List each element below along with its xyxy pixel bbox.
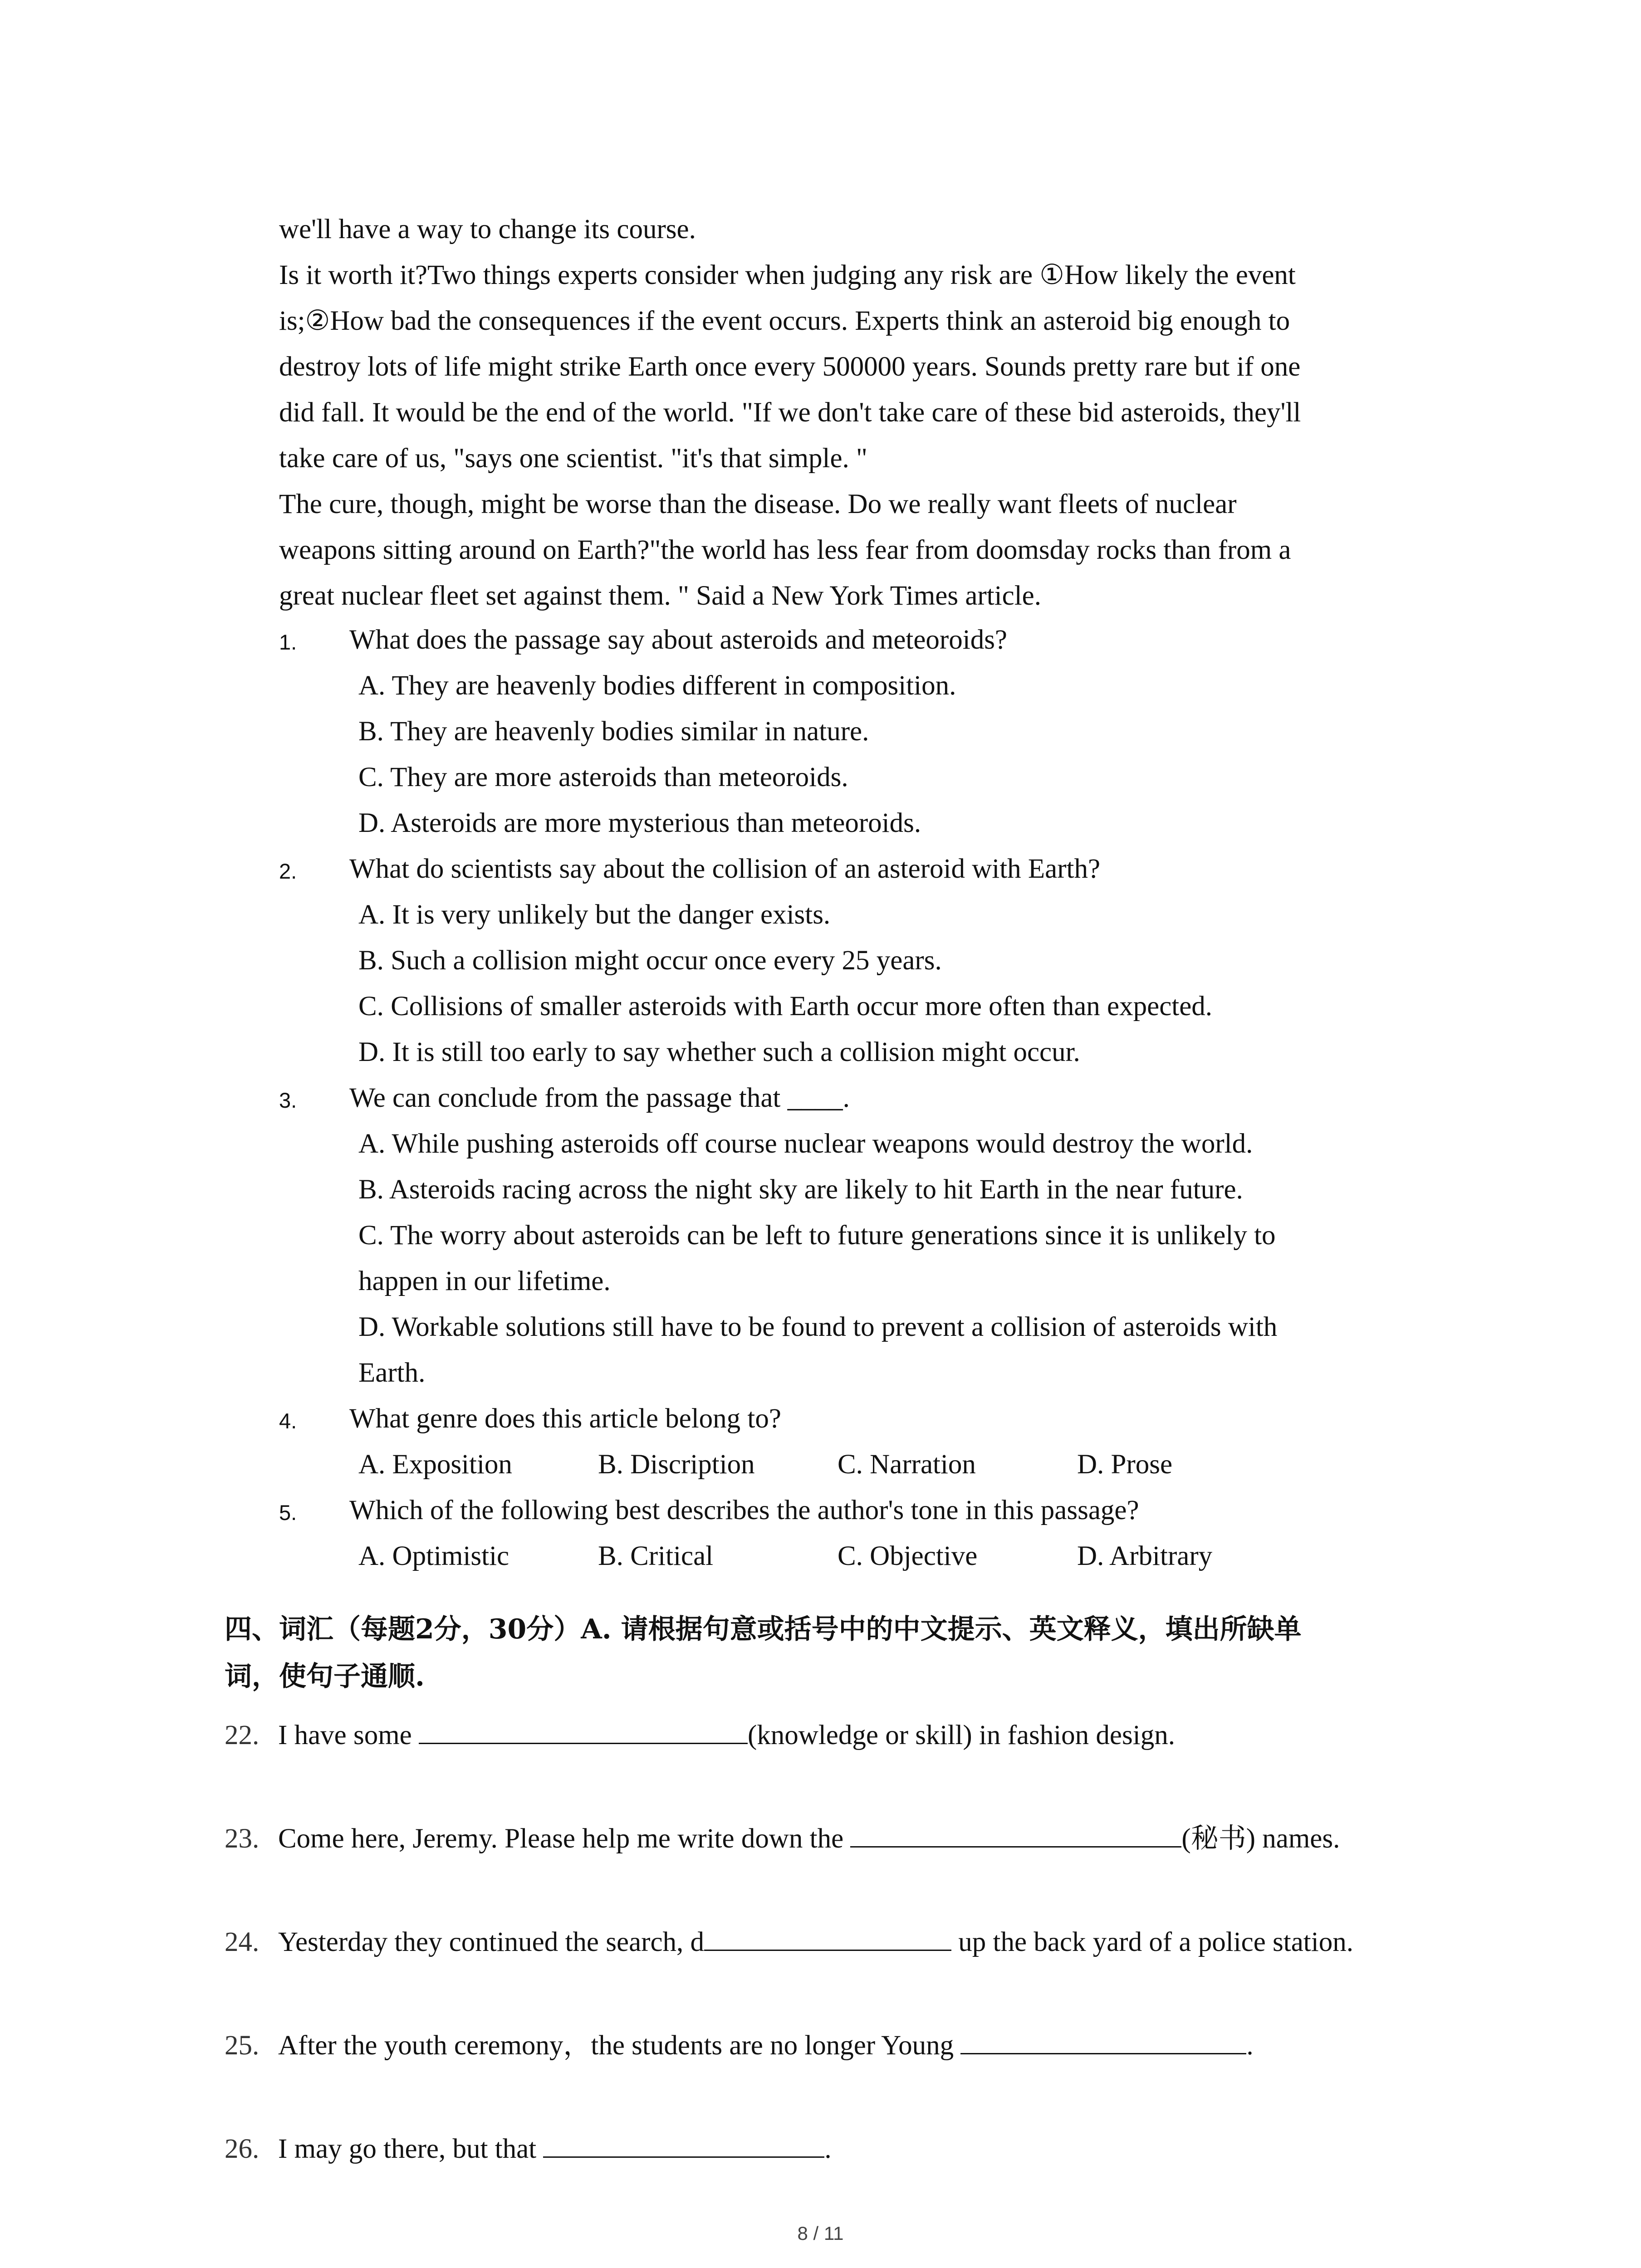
passage-line: destroy lots of life might strike Earth once every 500000 years. Sounds pretty rare but if one — [279, 352, 1301, 382]
fill-item-text-after: up the back yard of a police station. — [951, 1927, 1353, 1957]
question-1-option-c[interactable]: C. They are more asteroids than meteoroids. — [358, 762, 848, 792]
fill-item-text-before: Yesterday they continued the search, d — [278, 1927, 705, 1957]
question-1-number: 1. — [279, 630, 297, 654]
passage-line: did fall. It would be the end of the world. "If we don't take care of these bid asteroids, they'll — [279, 397, 1301, 428]
question-3-option-c-continued: happen in our lifetime. — [358, 1266, 611, 1296]
question-1-option-b[interactable]: B. They are heavenly bodies similar in nature. — [358, 716, 869, 747]
question-5-option-c[interactable]: C. Objective — [838, 1541, 978, 1571]
question-2-option-d[interactable]: D. It is still too early to say whether such a collision might occur. — [358, 1037, 1080, 1067]
fill-item-number: 26. — [225, 2134, 260, 2164]
question-4-option-a[interactable]: A. Exposition — [358, 1449, 512, 1480]
fill-item-25 — [225, 2023, 1254, 2068]
section-4-title-line-2: 词，使句子通顺. — [225, 1661, 425, 1692]
question-3-option-d[interactable]: D. Workable solutions still have to be found to prevent a collision of asteroids with — [358, 1312, 1278, 1342]
passage-line: weapons sitting around on Earth?"the world has less fear from doomsday rocks than from a — [279, 535, 1291, 565]
passage-line: The cure, though, might be worse than the disease. Do we really want fleets of nuclear — [279, 489, 1237, 519]
question-2-option-b[interactable]: B. Such a collision might occur once every 25 years. — [358, 945, 942, 976]
answer-blank[interactable] — [704, 1922, 951, 1951]
question-5-stem: Which of the following best describes the author's tone in this passage? — [349, 1495, 1139, 1525]
question-3-option-c[interactable]: C. The worry about asteroids can be left to future generations since it is unlikely to — [358, 1220, 1276, 1251]
fill-item-number: 22. — [225, 1720, 260, 1750]
question-4-stem: What genre does this article belong to? — [349, 1403, 781, 1434]
question-4-option-c[interactable]: C. Narration — [838, 1449, 976, 1480]
question-3-option-a[interactable]: A. While pushing asteroids off course nuclear weapons would destroy the world. — [358, 1129, 1253, 1159]
passage-line: great nuclear fleet set against them. " Said a New York Times article. — [279, 581, 1041, 611]
fill-item-22 — [225, 1712, 1175, 1758]
question-3-number: 3. — [279, 1088, 297, 1112]
passage-line: Is it worth it?Two things experts consider when judging any risk are ①How likely the event — [279, 260, 1296, 290]
question-2-option-c[interactable]: C. Collisions of smaller asteroids with Earth occur more often than expected. — [358, 991, 1213, 1022]
question-5-option-b[interactable]: B. Critical — [598, 1541, 714, 1571]
page-number: 8 / 11 — [797, 2223, 844, 2244]
fill-item-text-after: . — [824, 2134, 832, 2164]
answer-blank[interactable] — [419, 1716, 748, 1744]
answer-blank[interactable] — [960, 2026, 1246, 2054]
fill-item-text-before: I have some — [278, 1720, 419, 1750]
fill-item-text-before: After the youth ceremony，the students are no longer Young — [278, 2030, 961, 2061]
question-3-option-d-continued: Earth. — [358, 1358, 426, 1388]
fill-item-text-after: . — [1246, 2030, 1254, 2061]
fill-item-text-before: I may go there, but that — [278, 2134, 544, 2164]
question-5-option-a[interactable]: A. Optimistic — [358, 1541, 509, 1571]
fill-item-text-before: Come here, Jeremy. Please help me write down the — [278, 1823, 851, 1854]
fill-item-number: 24. — [225, 1927, 260, 1957]
question-4-option-b[interactable]: B. Discription — [598, 1449, 755, 1480]
fill-item-number: 25. — [225, 2030, 260, 2061]
question-2-number: 2. — [279, 859, 297, 883]
question-2-option-a[interactable]: A. It is very unlikely but the danger exists. — [358, 899, 831, 930]
answer-blank[interactable] — [850, 1819, 1181, 1848]
fill-item-23 — [225, 1816, 1340, 1862]
fill-item-number: 23. — [225, 1823, 260, 1854]
fill-item-text-after: (秘书) names. — [1181, 1823, 1340, 1854]
fill-item-24 — [225, 1919, 1353, 1965]
question-4-option-d[interactable]: D. Prose — [1077, 1449, 1173, 1480]
question-4-number: 4. — [279, 1409, 297, 1433]
question-5-number: 5. — [279, 1501, 297, 1525]
question-5-option-d[interactable]: D. Arbitrary — [1077, 1541, 1213, 1571]
fill-item-26 — [225, 2126, 832, 2172]
passage-line: take care of us, "says one scientist. "it's that simple. " — [279, 443, 867, 474]
question-1-option-a[interactable]: A. They are heavenly bodies different in composition. — [358, 670, 956, 701]
section-4-title — [225, 1606, 1440, 1700]
question-3-option-b[interactable]: B. Asteroids racing across the night sky are likely to hit Earth in the near future. — [358, 1174, 1243, 1205]
section-4-title-line-1: 四、词汇（每题2分，30分）A. 请根据句意或括号中的中文提示、英文释义，填出所缺单 — [225, 1613, 1302, 1645]
question-2-stem: What do scientists say about the collision of an asteroid with Earth? — [349, 854, 1101, 884]
reading-passage — [279, 206, 1440, 619]
question-3-stem: We can conclude from the passage that ____. — [349, 1083, 850, 1113]
question-1-stem: What does the passage say about asteroids and meteoroids? — [349, 625, 1008, 655]
question-1-option-d[interactable]: D. Asteroids are more mysterious than meteoroids. — [358, 808, 921, 838]
answer-blank[interactable] — [543, 2129, 824, 2158]
fill-item-text-after: (knowledge or skill) in fashion design. — [747, 1720, 1175, 1750]
passage-line: is;②How bad the consequences if the event occurs. Experts think an asteroid big enough to — [279, 306, 1290, 336]
passage-line: we'll have a way to change its course. — [279, 214, 696, 244]
